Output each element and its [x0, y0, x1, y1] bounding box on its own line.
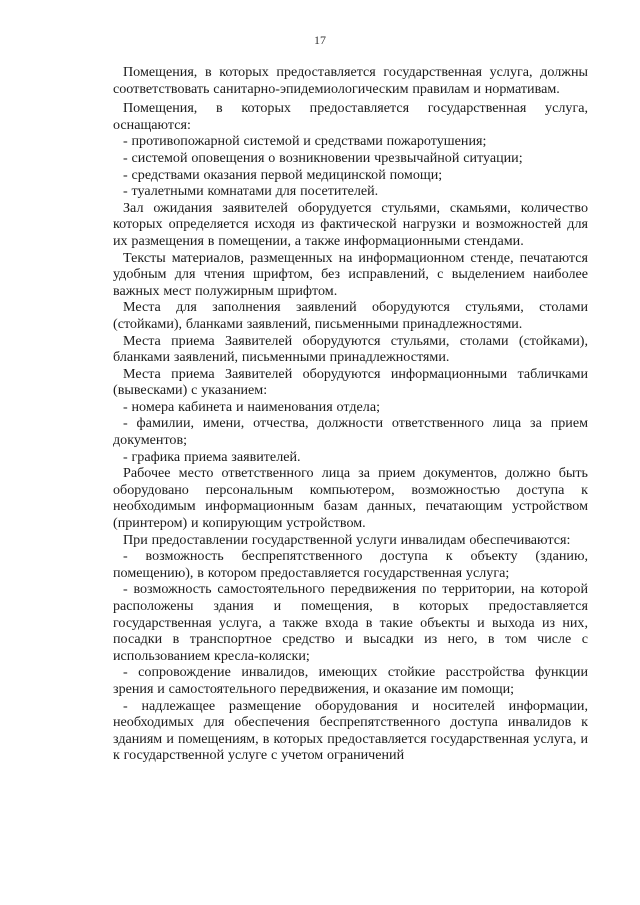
document-body	[113, 64, 588, 764]
list-item: - фамилии, имени, отчества, должности ответственного лица за прием документов;	[113, 415, 588, 449]
list-item: - системой оповещения о возникновении чрезвычайной ситуации;	[123, 149, 523, 166]
paragraph: Помещения, в которых предоставляется государственная услуга, должны соответствовать санитарно-эпидемиологическим правилам и нормативам.	[113, 64, 588, 97]
paragraph: Зал ожидания заявителей оборудуется стульями, скамьями, количество которых определяется исходя из фактической нагрузки и возможностей для их размещения в помещении, а также информационными стендами.	[113, 199, 588, 249]
list-item: - надлежащее размещение оборудования и носителей информации, необходимых для обеспечения беспрепятственного доступа инвалидов к зданиям и помещениям, в которых предоставляется государственная услуга, и к государственной услуге с учетом ограничений	[113, 697, 588, 764]
list-item: - возможность беспрепятственного доступа к объекту (зданию, помещению), в котором предоставляется государственная услуга;	[113, 548, 588, 581]
paragraph: Места для заполнения заявлений оборудуются стульями, столами (стойками), бланками заявлений, письменными принадлежностями.	[113, 299, 588, 332]
paragraph: При предоставлении государственной услуги инвалидам обеспечиваются:	[123, 531, 571, 548]
list-item: - противопожарной системой и средствами пожаротушения;	[123, 133, 487, 150]
list-item: - средствами оказания первой медицинской помощи;	[123, 166, 443, 183]
paragraph: Помещения, в которых предоставляется государственная услуга, оснащаются:	[113, 100, 588, 133]
page-number: 17	[314, 33, 326, 47]
paragraph: Рабочее место ответственного лица за прием документов, должно быть оборудовано персональным компьютером, возможностью доступа к необходимым информационным базам данных, печатающим устройством (принтером) и копирующим устройством.	[113, 465, 588, 532]
list-item: - сопровождение инвалидов, имеющих стойкие расстройства функции зрения и самостоятельного передвижения, и оказание им помощи;	[113, 664, 588, 697]
paragraph: Тексты материалов, размещенных на информационном стенде, печатаются удобным для чтения шрифтом, без исправлений, с выделением наиболее важных мест полужирным шрифтом.	[113, 249, 588, 299]
paragraph: Места приема Заявителей оборудуются информационными табличками (вывесками) с указанием:	[113, 365, 588, 399]
paragraph: Места приема Заявителей оборудуются стульями, столами (стойками), бланками заявлений, письменными принадлежностями.	[113, 332, 588, 366]
list-item: - возможность самостоятельного передвижения по территории, на которой расположены здания и помещения, в которых предоставляется государственная услуга, а также входа в такие объекты и выхода из них, посадки в транспортное средство и высадки из него, в том числе с использованием кресла-коляски;	[113, 581, 588, 664]
list-item: - номера кабинета и наименования отдела;	[123, 398, 380, 415]
list-item: - графика приема заявителей.	[123, 448, 301, 465]
list-item: - туалетными комнатами для посетителей.	[123, 183, 379, 200]
